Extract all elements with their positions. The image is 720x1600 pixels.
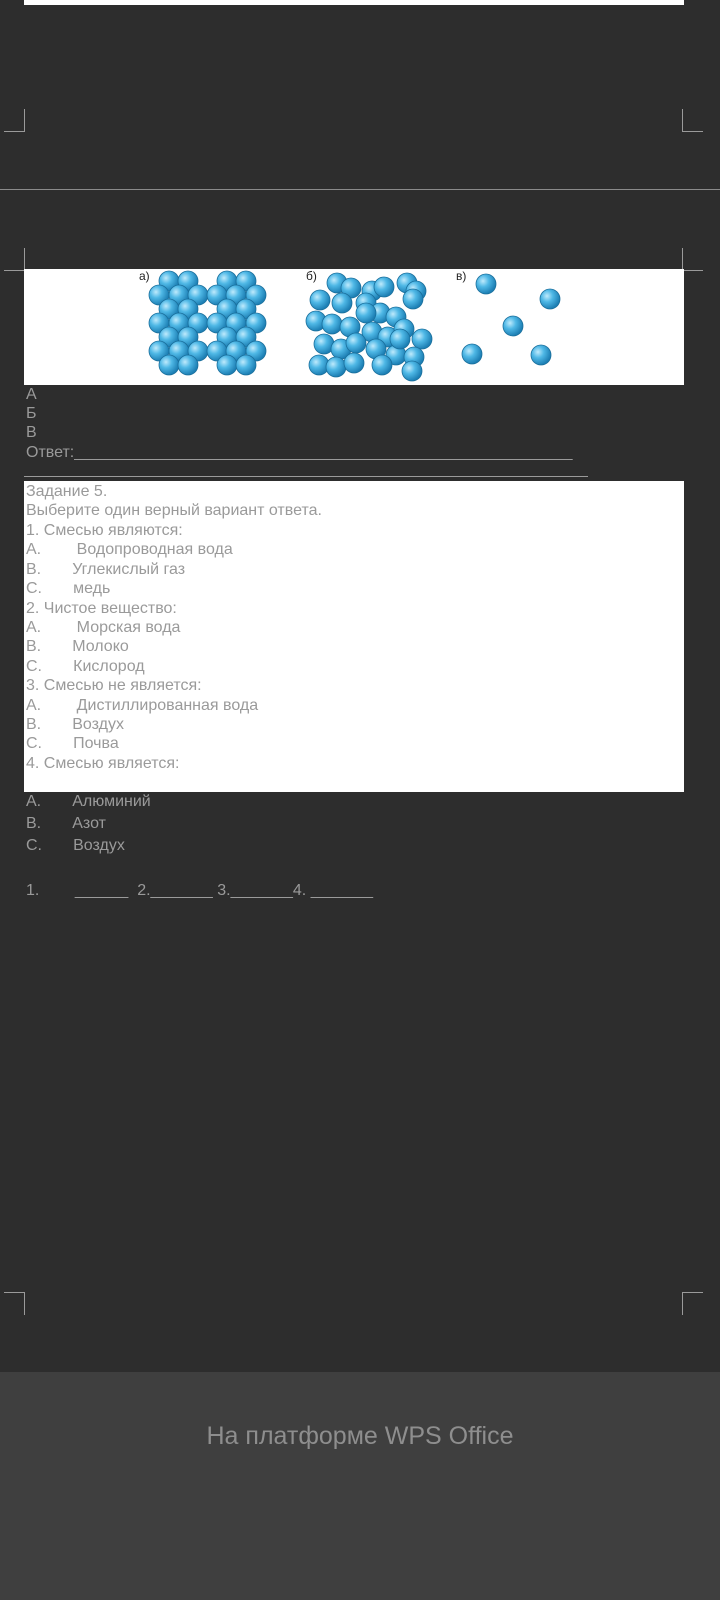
liquid-particle (310, 290, 330, 310)
option-a: А (26, 386, 37, 403)
task-line: A. Морская вода (26, 619, 181, 636)
solid-particle (159, 355, 179, 375)
solid-particle (217, 355, 237, 375)
task-line: 4. Смесью является: (26, 754, 180, 772)
task-line: A. Водопроводная вода (26, 541, 233, 559)
crop-mark (4, 248, 25, 271)
gas-particle (540, 289, 560, 309)
liquid-particle (412, 329, 432, 349)
after-option-c: C. Воздух (26, 837, 125, 854)
task-line: B. Углекислый газ (26, 560, 186, 578)
liquid-particle (346, 333, 366, 353)
gas-particle (531, 345, 551, 365)
task-line: A. Дистиллированная вода (26, 696, 259, 714)
gas-particle (476, 274, 496, 294)
liquid-particle (356, 303, 376, 323)
figure-label-a: а) (139, 269, 150, 283)
task-line: 1. Смесью являются: (26, 522, 183, 539)
page-divider (0, 189, 720, 190)
task-line: C. Почва (26, 735, 119, 753)
task-line: 3. Смесью не является: (26, 677, 202, 695)
crop-mark (4, 1292, 25, 1315)
liquid-particle (326, 357, 346, 377)
crop-mark (682, 109, 703, 132)
solid-particle (178, 355, 198, 375)
liquid-particle (322, 314, 342, 334)
figure-label-c: в) (456, 269, 467, 283)
liquid-particle (332, 293, 352, 313)
figure-label-b: б) (306, 269, 317, 283)
task-line: B. Воздух (26, 716, 124, 733)
task-line: B. Молоко (26, 638, 129, 656)
crop-mark (682, 1292, 703, 1315)
option-b: Б (26, 405, 37, 422)
gas-particle (503, 316, 523, 336)
liquid-particle (344, 353, 364, 373)
after-option-b: B. Азот (26, 815, 106, 832)
answer-underline (24, 476, 588, 477)
answer-line: Ответ:________________________________________________________ (26, 444, 573, 461)
particles-diagram (24, 269, 684, 385)
after-option-a: A. Алюминий (26, 793, 151, 810)
liquid-particle (403, 289, 423, 309)
task-line: C. медь (26, 580, 111, 598)
liquid-particle (390, 329, 410, 349)
liquid-particle (402, 361, 422, 381)
liquid-particle (372, 355, 392, 375)
footer-bar (0, 1372, 720, 1600)
task-instruction: Выберите один верный вариант ответа. (26, 502, 322, 519)
liquid-particle (374, 277, 394, 297)
page-top-edge (24, 0, 684, 5)
option-c: В (26, 424, 37, 441)
task-title: Задание 5. (26, 483, 108, 500)
answers-row: 1. ______ 2._______ 3._______4. _______ (26, 882, 373, 899)
solid-particle (236, 355, 256, 375)
gas-particle (462, 344, 482, 364)
task-line: C. Кислород (26, 657, 145, 675)
particles-figure (24, 269, 684, 385)
crop-mark (682, 248, 703, 271)
platform-label: На платформе WPS Office (206, 1422, 514, 1450)
crop-mark (4, 109, 25, 132)
task-line: 2. Чистое вещество: (26, 599, 177, 617)
